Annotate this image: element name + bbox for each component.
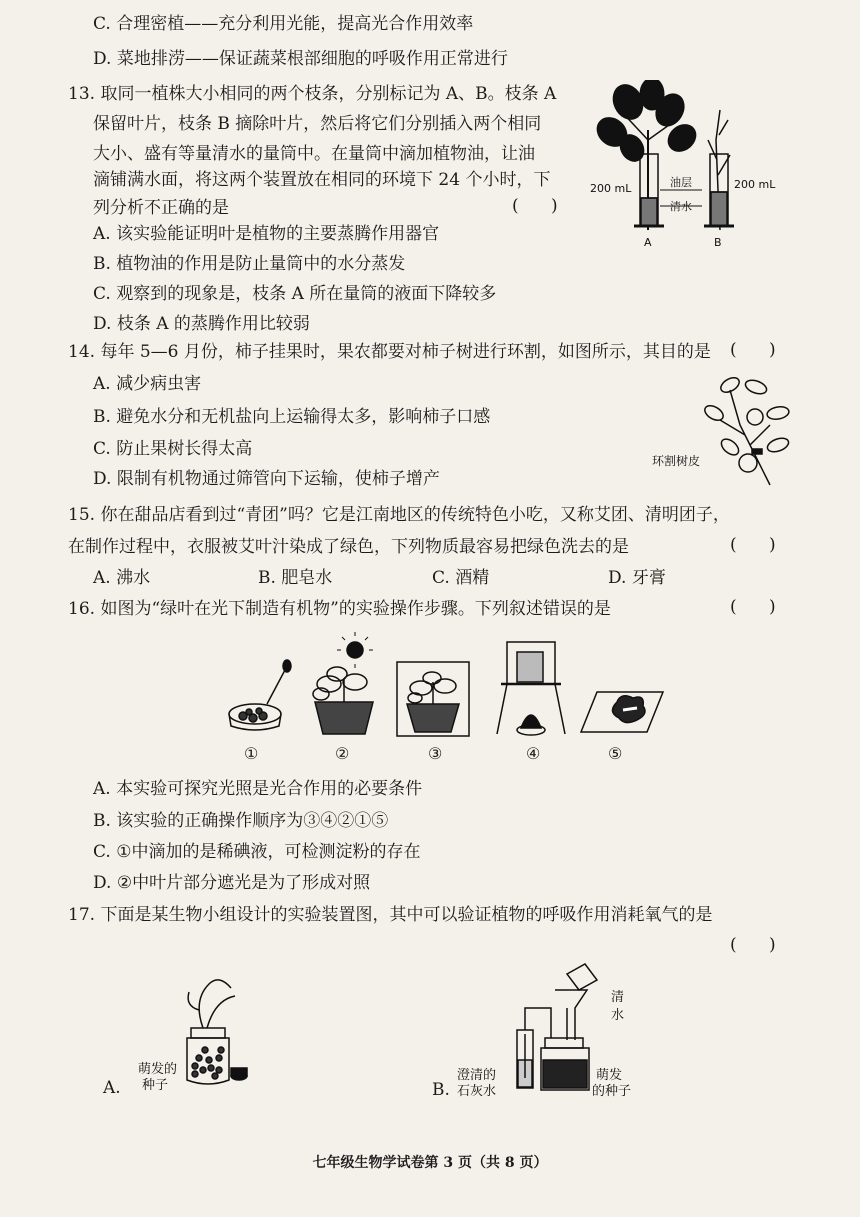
q12-option-d: D. 菜地排涝——保证蔬菜根部细胞的呼吸作用正常进行	[93, 49, 508, 69]
q16-option-c: C. ①中滴加的是稀碘液，可检测淀粉的存在	[93, 842, 421, 862]
q13-stem-line1: 13. 取同一植株大小相同的两个枝条，分别标记为 A、B。枝条 A	[68, 84, 557, 104]
q15-option-a: A. 沸水	[93, 568, 151, 588]
q16-step2-num: ②	[335, 744, 350, 763]
q17a-seeds-label2: 种子	[142, 1078, 169, 1093]
q16-step4-num: ④	[526, 744, 541, 763]
q17b-seeds-label1: 萌发	[596, 1068, 623, 1083]
q16-step3-num: ③	[428, 744, 443, 763]
q13-option-d: D. 枝条 A 的蒸腾作用比较弱	[93, 314, 310, 334]
q17b-seeds-label2: 的种子	[592, 1084, 632, 1099]
q13-stem-line2: 保留叶片，枝条 B 摘除叶片，然后将它们分别插入两个相同	[93, 114, 542, 134]
cylinder-b	[704, 154, 734, 226]
step5-leaf-tile	[581, 692, 663, 732]
q17b-limewater-label2: 石灰水	[457, 1084, 497, 1099]
q15-answer-bracket: ( )	[730, 535, 776, 555]
q17-label-b: B.	[432, 1080, 450, 1100]
q16-step1-num: ①	[244, 744, 259, 763]
q16-answer-bracket: ( )	[730, 597, 776, 617]
q17a-seeds-label1: 萌发的	[138, 1062, 178, 1077]
q12-option-c: C. 合理密植——充分利用光能，提高光合作用效率	[93, 14, 474, 34]
q15-option-d: D. 牙膏	[608, 568, 666, 588]
q14-answer-bracket: ( )	[730, 340, 776, 360]
q13-stem-line3: 大小、盛有等量清水的量筒中。在量筒中滴加植物油，让油	[93, 144, 535, 164]
q16-option-d: D. ②中叶片部分遮光是为了形成对照	[93, 873, 371, 893]
q16-option-b: B. 该实验的正确操作顺序为③④②①⑤	[93, 811, 389, 831]
q15-stem-line1: 15. 你在甜品店看到过“青团”吗？它是江南地区的传统特色小吃，又称艾团、清明团子，	[68, 505, 730, 525]
q17-figure-a	[175, 970, 255, 1095]
q16-figure	[225, 632, 675, 737]
step3-plant-box	[397, 662, 469, 736]
q14-figure-label: 环割树皮	[652, 454, 701, 468]
q14-option-d: D. 限制有机物通过筛管向下运输，使柿子增产	[93, 469, 440, 489]
q16-stem: 16. 如图为“绿叶在光下制造有机物”的实验操作步骤。下列叙述错误的是	[68, 599, 611, 619]
q15-option-c: C. 酒精	[432, 568, 490, 588]
q15-stem-line2: 在制作过程中，衣服被艾叶汁染成了绿色，下列物质最容易把绿色洗去的是	[68, 537, 629, 557]
q15-option-b: B. 肥皂水	[258, 568, 333, 588]
step4-water-bath	[497, 642, 565, 735]
q13-option-c: C. 观察到的现象是，枝条 A 所在量筒的液面下降较多	[93, 284, 497, 304]
q13-vol-right: 200 mL	[734, 178, 776, 191]
q13-label-a: A	[644, 236, 652, 249]
q13-oil-label: 油层	[670, 176, 692, 189]
step2-plant-sun	[313, 632, 373, 734]
q14-option-b: B. 避免水分和无机盐向上运输得太多，影响柿子口感	[93, 407, 491, 427]
q13-option-b: B. 植物油的作用是防止量筒中的水分蒸发	[93, 254, 406, 274]
q16-option-a: A. 本实验可探究光照是光合作用的必要条件	[93, 779, 423, 799]
q17b-limewater-label1: 澄清的	[457, 1068, 497, 1083]
q13-figure	[590, 80, 790, 250]
step1-dish	[229, 660, 291, 730]
page-footer: 七年级生物学试卷第 3 页（共 8 页）	[312, 1155, 548, 1171]
q13-stem-line5: 列分析不正确的是	[93, 198, 229, 218]
q14-option-c: C. 防止果树长得太高	[93, 439, 253, 459]
q13-vol-left: 200 mL	[590, 182, 632, 195]
q13-label-b: B	[714, 236, 722, 249]
q13-water-label: 清水	[670, 200, 692, 213]
q13-stem-line4: 滴铺满水面，将这两个装置放在相同的环境下 24 个小时，下	[93, 170, 551, 190]
q17-label-a: A.	[103, 1078, 121, 1098]
q17-answer-bracket: ( )	[730, 935, 776, 955]
q14-figure	[700, 365, 790, 490]
q14-stem: 14. 每年 5—6 月份，柿子挂果时，果农都要对柿子树进行环割，如图所示，其目的是	[68, 342, 711, 362]
q17-stem: 17. 下面是某生物小组设计的实验装置图，其中可以验证植物的呼吸作用消耗氧气的是	[68, 905, 713, 925]
q13-answer-bracket: ( )	[512, 196, 558, 216]
q14-option-a: A. 减少病虫害	[93, 374, 202, 394]
q13-option-a: A. 该实验能证明叶是植物的主要蒸腾作用器官	[93, 224, 440, 244]
q17b-water-label2: 水	[611, 1008, 625, 1023]
q16-step5-num: ⑤	[608, 744, 623, 763]
q17b-water-label1: 清	[611, 990, 625, 1005]
